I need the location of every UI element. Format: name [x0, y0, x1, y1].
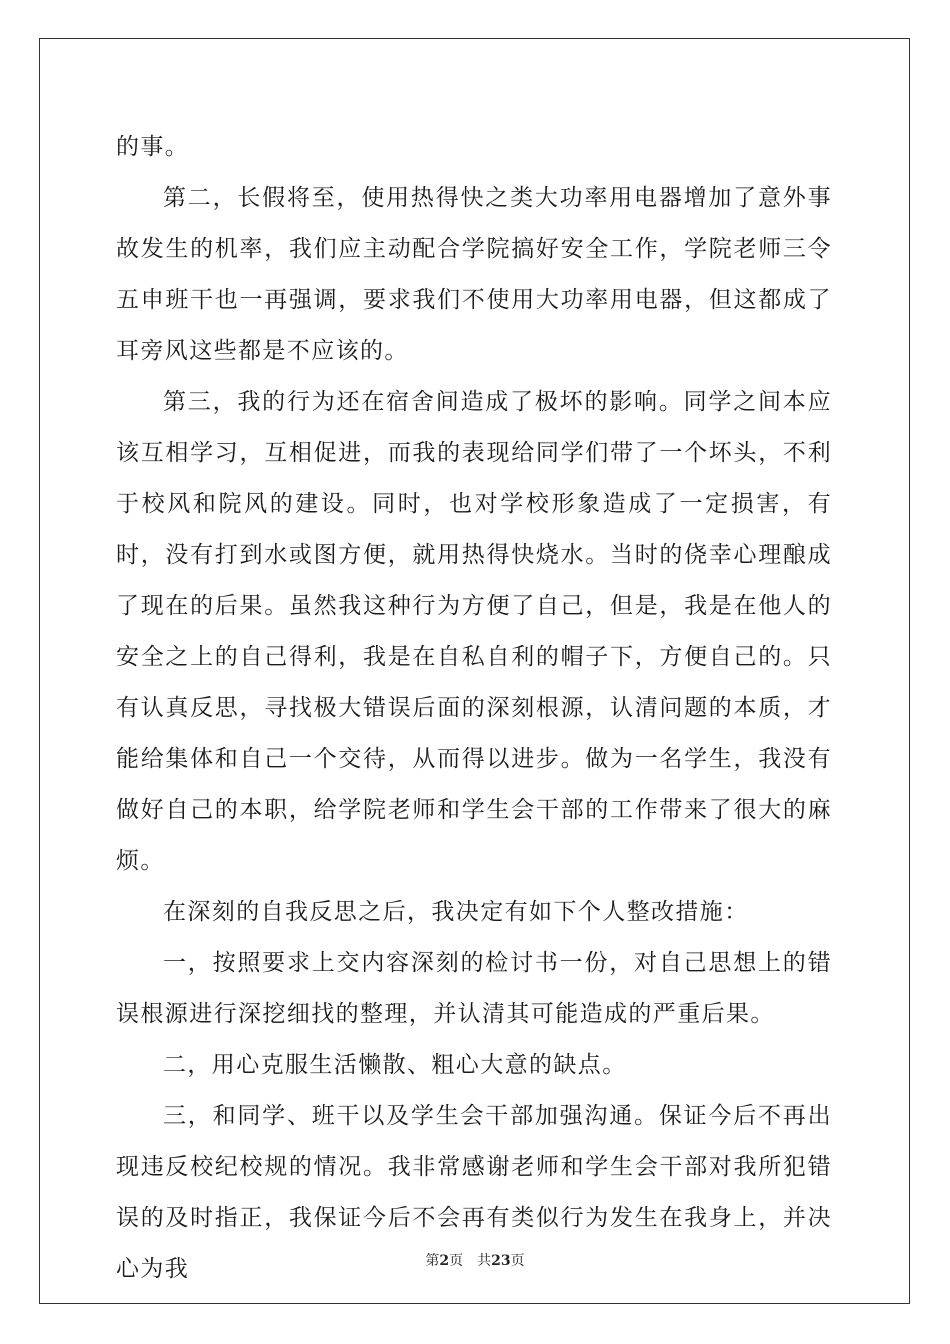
page-number: 2: [439, 1253, 450, 1269]
document-body: [116, 122, 832, 1295]
paragraph-3: 在深刻的自我反思之后，我决定有如下个人整改措施：: [163, 899, 749, 925]
paragraph-4: 一，按照要求上交内容深刻的检讨书一份，对自己思想上的错误根源进行深挖细找的整理，并认清其可能造成的严重后果。: [116, 950, 832, 1027]
total-pages: 23: [491, 1253, 511, 1269]
total-suffix: 页: [510, 1253, 525, 1269]
page-suffix: 页: [449, 1253, 464, 1269]
paragraph-6: 三，和同学、班干以及学生会干部加强沟通。保证今后不再出现违反校纪校规的情况。我非常感谢老师和学生会干部对我所犯错误的及时指正，我保证今后不会再有类似行为发生在我身上，并决心为我: [116, 1103, 832, 1282]
paragraph-5: 二，用心克服生活懒散、粗心大意的缺点。: [163, 1052, 627, 1078]
paragraph-0: 的事。: [116, 134, 190, 160]
total-prefix: 共: [477, 1253, 492, 1269]
paragraph-1: 第二，长假将至，使用热得快之类大功率用电器增加了意外事故发生的机率，我们应主动配合学院搞好安全工作，学院老师三令五申班干也一再强调，要求我们不使用大功率用电器，但这都成了耳旁风这些都是不应该的。: [116, 185, 832, 364]
paragraph-2: 第三，我的行为还在宿舍间造成了极坏的影响。同学之间本应该互相学习，互相促进，而我的表现给同学们带了一个坏头，不利于校风和院风的建设。同时，也对学校形象造成了一定损害，有时，没有打到水或图方便，就用热得快烧水。当时的侥幸心理酿成了现在的后果。虽然我这种行为方便了自己，但是，我是在他人的安全之上的自己得利，我是在自私自利的帽子下，方便自己的。只有认真反思，寻找极大错误后面的深刻根源，认清问题的本质，才能给集体和自己一个交待，从而得以进步。做为一名学生，我没有做好自己的本职，给学院老师和学生会干部的工作带来了很大的麻烦。: [116, 389, 832, 874]
page-footer: [0, 1250, 950, 1270]
page-prefix: 第: [425, 1253, 440, 1269]
